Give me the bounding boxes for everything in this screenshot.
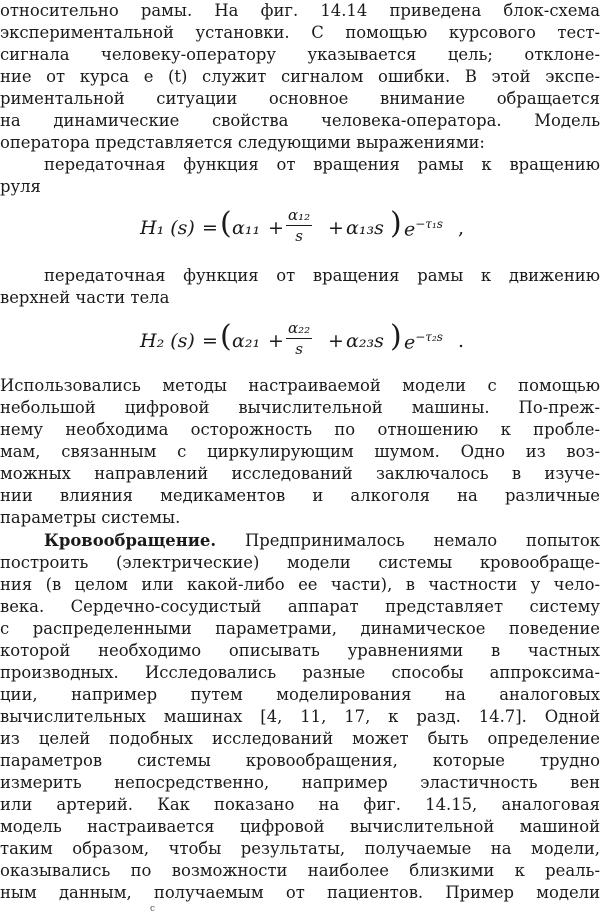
fraction-denominator: s <box>295 340 303 358</box>
text-line: из целей подобных исследований может быть определение <box>0 729 600 748</box>
text-line: мам, связанным с циркулирующим шумом. Одно из воз- <box>0 442 600 461</box>
footer-mark: c <box>150 904 156 914</box>
fraction-numerator: α₂₂ <box>288 319 311 337</box>
text-line: производных. Исследовались разные способы аппроксима- <box>0 663 600 682</box>
formula-term: α₂₃s <box>346 330 384 352</box>
formula-open-paren: ( <box>220 206 232 241</box>
formula-term: α₂₁ <box>232 330 261 352</box>
text-line: таким образом, чтобы результаты, получаемые на модели, <box>0 839 600 858</box>
text-line: передаточная функция от вращения рамы к вращению <box>44 155 600 174</box>
exp-base: e <box>404 218 416 241</box>
exp-base: e <box>404 331 416 354</box>
formula-plus: + <box>268 217 284 239</box>
formula-term: α₁₁ <box>232 217 261 239</box>
exp-power: −τ₂s <box>415 330 443 344</box>
formula-plus: + <box>268 330 284 352</box>
text-line: модель настраивается цифровой вычислительной машиной <box>0 817 600 836</box>
text-line: параметров системы кровообращения, которые трудно <box>0 751 600 770</box>
text-line: построить (электрические) модели системы кровообраще- <box>0 553 600 572</box>
formula-exponential <box>404 330 443 353</box>
formula-h1 <box>140 205 470 249</box>
text-run: Предпринималось немало попыток <box>245 531 600 550</box>
text-line: параметры системы. <box>0 508 181 527</box>
text-line: ния (в целом или какой-либо ее части), в частности у чело- <box>0 575 600 594</box>
formula-punct: , <box>458 217 465 239</box>
text-line: оказывались по возможности наиболее близкими к реаль- <box>0 861 600 880</box>
text-line: нему необходима осторожность по отношению к пробле- <box>0 420 600 439</box>
text-line: которой необходимо описывать уравнениями в частных <box>0 641 600 660</box>
text-line: относительно рамы. На фиг. 14.14 приведена блок-схема <box>0 1 600 20</box>
fraction-denominator: s <box>295 227 303 245</box>
formula-h2 <box>140 318 470 362</box>
text-line: измерить непосредственно, например эластичность вен <box>0 773 600 792</box>
text-line: верхней части тела <box>0 288 170 307</box>
text-line: сигнала человеку-оператору указывается цель; отклоне- <box>0 45 600 64</box>
text-line: нии влияния медикаментов и алкоголя на различные <box>0 486 600 505</box>
text-line: риментальной ситуации основное внимание обращается <box>0 89 600 108</box>
formula-open-paren: ( <box>220 319 232 354</box>
formula-fraction <box>286 318 312 359</box>
formula-close-paren: ) <box>390 319 402 354</box>
text-line: ции, например путем моделирования на аналоговых <box>0 685 600 704</box>
text-line: с распределенными параметрами, динамическое поведение <box>0 619 600 638</box>
formula-term: α₁₃s <box>346 217 384 239</box>
text-line: ным данным, получаемым от пациентов. Пример модели <box>0 883 600 902</box>
text-line: на динамические свойства человека-оператора. Модель <box>0 111 600 130</box>
formula-fraction <box>286 205 312 246</box>
text-line: руля <box>0 177 41 196</box>
formula-exponential <box>404 217 443 240</box>
fraction-numerator: α₁₂ <box>288 206 311 224</box>
text-line: ние от курса e (t) служит сигналом ошибки. В этой экспе- <box>0 67 600 86</box>
formula-close-paren: ) <box>390 206 402 241</box>
exp-power: −τ₁s <box>415 217 443 231</box>
formula-punct: . <box>458 330 465 352</box>
text-line: века. Сердечно-сосудистый аппарат представляет систему <box>0 597 600 616</box>
formula-equals: = <box>202 330 218 352</box>
text-line: передаточная функция от вращения рамы к движению <box>44 266 600 285</box>
text-line-with-heading <box>44 530 600 552</box>
text-line: небольшой цифровой вычислительной машины. По-преж- <box>0 398 600 417</box>
text-line: можных направлений исследований заключалось в изуче- <box>0 464 600 483</box>
text-line: Использовались методы настраиваемой модели с помощью <box>0 376 600 395</box>
formula-lhs: H₂ (s) <box>140 330 195 352</box>
formula-plus: + <box>328 217 344 239</box>
formula-lhs: H₁ (s) <box>140 217 195 239</box>
text-line: или артерий. Как показано на фиг. 14.15, аналоговая <box>0 795 600 814</box>
text-line: вычислительных машинах [4, 11, 17, к разд. 14.7]. Одной <box>0 707 600 726</box>
section-heading: Кровообращение. <box>44 531 217 550</box>
text-line: оператора представляется следующими выражениями: <box>0 133 485 152</box>
formula-equals: = <box>202 217 218 239</box>
text-line: экспериментальной установки. С помощью курсового тест- <box>0 23 600 42</box>
formula-plus: + <box>328 330 344 352</box>
